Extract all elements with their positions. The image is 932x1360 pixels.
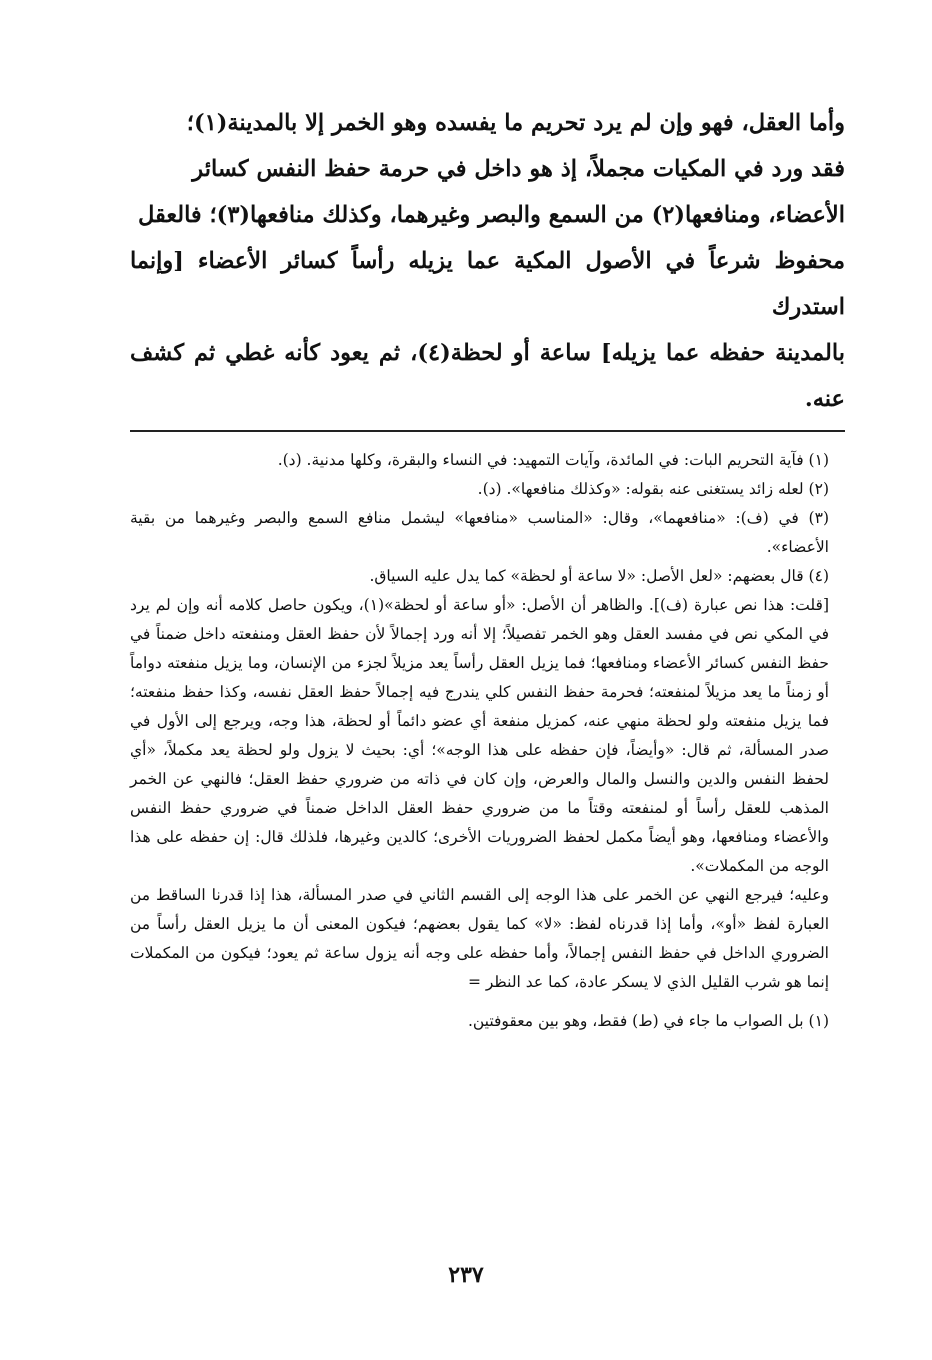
bottom-footnote: (١) بل الصواب ما جاء في (ط) فقط، وهو بين معقوفتين. — [467, 1012, 829, 1030]
page-number: ٢٣٧ — [448, 1262, 484, 1288]
commentary-paragraph: وعليه؛ فيرجع النهي عن الخمر على هذا الوجه إلى القسم الثاني في صدر المسألة، هذا إذا قدرنا الساقط من العبارة لفظ «أو»، وأما إذا قدرناه لفظ: «لا» كما يقول بعضهم؛ فيكون المعنى أن ما يزيل العقل رأساً من الضروري الداخل في حفظ النفس إجمالاً، وأما حفظه على وجه أنه يزول ساعة ثم يعود؛ فيكون من المكملات إنما هو شرب القليل الذي لا يسكر عادة، كما عد النظر = — [130, 886, 829, 991]
commentary — [130, 591, 845, 997]
main-line: بالمدينة حفظه عما يزيله] ساعة أو لحظة(٤)، ثم يعود كأنه غطي ثم كشف عنه. — [130, 340, 845, 412]
main-text — [130, 100, 845, 422]
footnotes — [130, 446, 845, 591]
main-line: محفوظ شرعاً في الأصول المكية عما يزيله رأساً كسائر الأعضاء [وإنما استدرك — [130, 248, 845, 320]
footnote: (٢) لعله زائد يستغنى عنه بقوله: «وكذلك منافعها». (د). — [477, 480, 829, 498]
footnote: (٣) في (ف): «منافعهما»، وقال: «المناسب «منافعها» ليشمل منافع السمع والبصر وغيرهما من بقية الأعضاء». — [130, 509, 829, 556]
main-line: فقد ورد في المكيات مجملاً، إذ هو داخل في حرمة حفظ النفس كسائر — [192, 156, 845, 182]
main-line: وأما العقل، فهو وإن لم يرد تحريم ما يفسده وهو الخمر إلا بالمدينة(١)؛ — [186, 110, 845, 136]
footnote-separator — [130, 430, 845, 432]
commentary-paragraph: [قلت: هذا نص عبارة (ف)]. والظاهر أن الأصل: «أو ساعة أو لحظة»(١)، ويكون حاصل كلامه أنه وإن لم يرد في المكي نص في مفسد العقل وهو الخمر تفصيلاً؛ إلا أنه ورد إجمالاً لأن حفظ العقل ومنفعته داخل ضمناً في حفظ النفس كسائر الأعضاء ومنافعها؛ فما يزيل العقل رأساً يعد مزيلاً لجزء من الإنسان، وما يزيل منفعته دواماً أو زمناً ما يعد مزيلاً لمنفعته؛ فحرمة حفظ النفس كلي يندرج فيه إجمالاً حفظ العقل نفسه، وكذا حفظ منفعته؛ فما يزيل منفعته ولو لحظة منهي عنه، كمزيل منفعة أي عضو دائماً أو لحظة، هذا وجه، ويرجع إلى الأول في صدر المسألة، ثم قال: «وأيضاً، فإن حفظه على هذا الوجه»؛ أي: بحيث لا يزول ولو لحظة يعد مكملاً، «أي لحفظ النفس والدين والنسل والمال والعرض، وإن كان في ذاته من ضروري حفظ العقل؛ فالنهي عن الخمر المذهب للعقل رأساً أو لمنفعته وقتاً ما من ضروري حفظ العقل الداخل ضمناً في ضروري حفظ النفس والأعضاء ومنافعها، وهو أيضاً مكمل لحفظ الضروريات الأخرى؛ كالدين وغيرها، فلذلك قال: إن حفظه على هذا الوجه من المكملات». — [130, 596, 830, 875]
main-line: الأعضاء، ومنافعها(٢) من السمع والبصر وغيرهما، وكذلك منافعها(٣)؛ فالعقل — [137, 202, 845, 228]
footnote: (٤) قال بعضهم: «لعل الأصل: «لا ساعة أو لحظة» كما يدل عليه السياق. — [369, 567, 829, 585]
footnote: (١) فآية التحريم البات: في المائدة، وآيات التمهيد: في النساء والبقرة، وكلها مدنية. (د). — [277, 451, 829, 469]
page-body — [130, 100, 845, 1036]
